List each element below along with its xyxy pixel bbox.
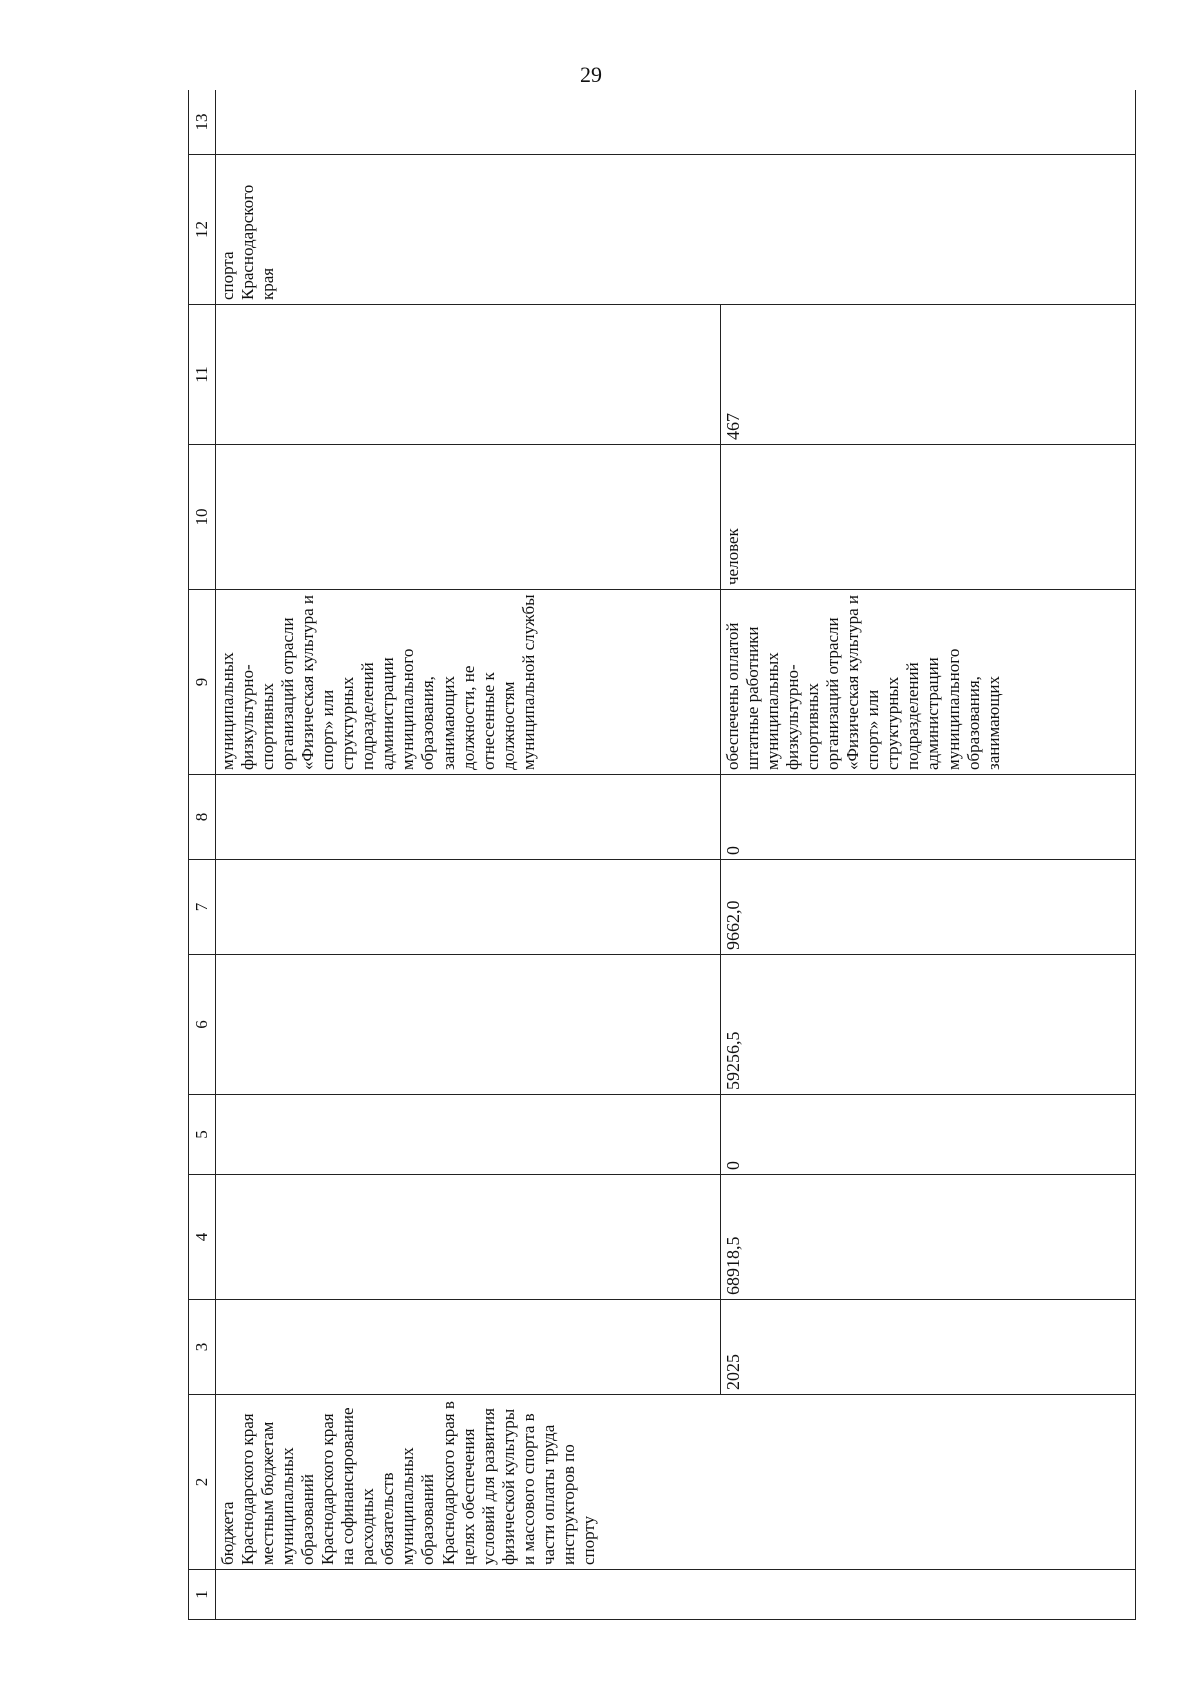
table-cell [216,445,721,590]
regional-amount-cell: 59256,5 [721,955,1136,1095]
table-container [188,90,1138,1620]
header-cell: 12 [189,155,216,305]
header-cell: 10 [189,445,216,590]
description-text: бюджета Краснодарского края местным бюджетам муниципальных образований Краснодарского края на софинансирование расходных обязательств муниципальных образований Краснодарского края в целях обеспечения условий для развития физической культуры и массового спорта в части оплаты труда инструкторов по спорту [218,1401,598,1565]
table-cell [216,1175,721,1300]
header-cell: 7 [189,860,216,955]
unit-cell: человек [721,445,1136,590]
header-cell: 6 [189,955,216,1095]
table-row [721,90,1136,1620]
header-cell: 11 [189,305,216,445]
header-cell: 1 [189,1570,216,1620]
table-cell [216,90,1136,155]
table-cell-indicator [216,590,721,775]
header-cell: 9 [189,590,216,775]
table-cell [216,775,721,860]
table-cell [216,1300,721,1395]
header-cell: 2 [189,1395,216,1570]
other-amount-cell: 0 [721,775,1136,860]
header-cell: 4 [189,1175,216,1300]
table-cell [216,860,721,955]
program-table [188,90,1136,1620]
table-cell-executor [216,155,1136,305]
header-row [189,90,216,1620]
rotated-table [188,90,1138,1620]
year-cell: 2025 [721,1300,1136,1395]
header-cell: 3 [189,1300,216,1395]
header-cell: 5 [189,1095,216,1175]
header-cell: 8 [189,775,216,860]
page-number: 29 [580,62,602,87]
executor-text: спорта Краснодарского края [218,184,278,300]
indicator-text: муниципальных физкультурно-спортивных организаций отрасли «Физическая культура и спорт» или структурных подразделений администрации муниципального образования, занимающих должности, не отнесенные к должностям муниципальной службы [218,594,538,770]
result-text: обеспечены оплатой штатные работники муниципальных физкультурно-спортивных организаций отрасли «Физическая культура и спорт» или структурных подразделений администрации муниципального образования, занимающих [723,595,1003,770]
result-description-cell [721,590,1136,775]
table-cell [216,305,721,445]
total-amount-cell: 68918,5 [721,1175,1136,1300]
header-cell: 13 [189,90,216,155]
local-amount-cell: 9662,0 [721,860,1136,955]
federal-amount-cell: 0 [721,1095,1136,1175]
value-cell: 467 [721,305,1136,445]
table-cell [216,1570,1136,1620]
table-row [216,90,721,1620]
table-cell [216,955,721,1095]
table-cell-description [216,1395,1136,1570]
table-cell [216,1095,721,1175]
